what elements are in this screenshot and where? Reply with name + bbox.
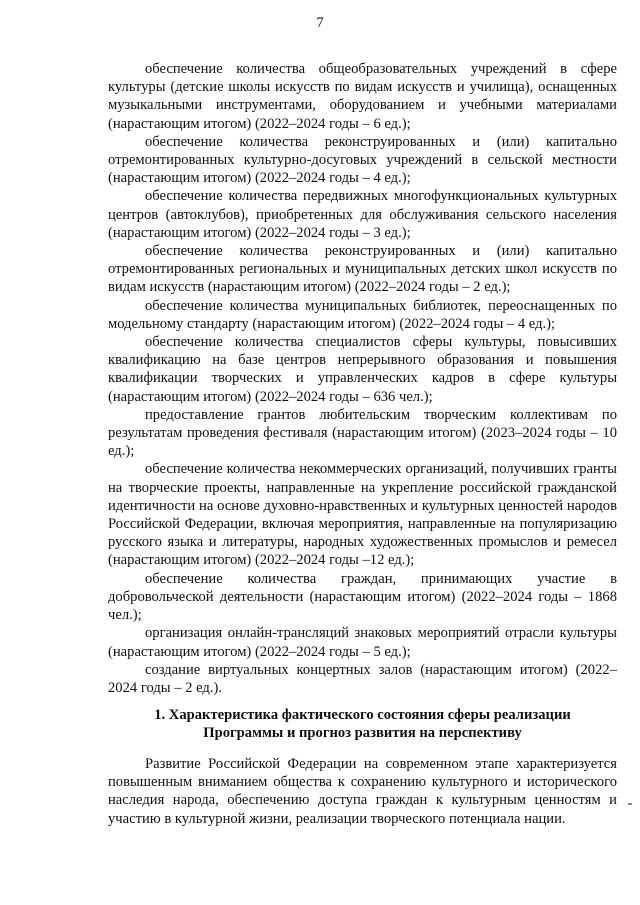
page-number: 7	[316, 15, 324, 31]
list-item: обеспечение количества граждан, принимающих участие в добровольческой деятельности (нарастающим итогом) (2022–2024 годы – 1868 чел.);	[108, 570, 617, 624]
section-heading-line-2: Программы и прогноз развития на перспективу	[203, 725, 522, 741]
list-item: обеспечение количества муниципальных библиотек, переоснащенных по модельному стандарту (нарастающим итогом) (2022–2024 годы – 4 ед.);	[108, 297, 617, 332]
list-item: обеспечение количества некоммерческих организаций, получивших гранты на творческие проекты, направленные на укрепление российской гражданской идентичности на основе духовно-нравственных и культурных ценностей народов Российской Федерации, включая мероприятия, направленные на популяризацию русского языка и литературы, народных художественных промыслов и ремесел (нарастающим итогом) (2022–2024 годы –12 ед.);	[108, 461, 617, 569]
section-paragraph: Развитие Российской Федерации на современном этапе характеризуется повышенным вниманием общества к сохранению культурного и исторического наследия народа, обеспечению доступа граждан к культурным ценностям и участию в культурной жизни, реализации творческого потенциала нации.	[108, 756, 617, 827]
list-item: создание виртуальных концертных залов (нарастающим итогом) (2022–2024 годы – 2 ед.).	[108, 661, 617, 696]
margin-mark	[628, 803, 632, 805]
section-heading-line-1: 1. Характеристика фактического состояния сферы реализации	[154, 707, 571, 723]
list-item: обеспечение количества специалистов сферы культуры, повысивших квалификацию на базе центров непрерывного образования и повышения квалификации творческих и управленческих кадров в сфере культуры (нарастающим итогом) (2022–2024 годы – 636 чел.);	[108, 334, 617, 405]
indicator-list	[108, 60, 617, 697]
list-item: обеспечение количества реконструированных и (или) капитально отремонтированных культурно-досуговых учреждений в сельской местности (нарастающим итогом) (2022–2024 годы – 4 ед.);	[108, 133, 617, 187]
list-item: организация онлайн-трансляций знаковых мероприятий отрасли культуры (нарастающим итогом) (2022–2024 годы – 5 ед.);	[108, 625, 617, 660]
list-item: обеспечение количества общеобразовательных учреждений в сфере культуры (детские школы искусств по видам искусств и училища), оснащенных музыкальными инструментами, оборудованием и учебными материалами (нарастающим итогом) (2022–2024 годы – 6 ед.);	[108, 61, 617, 132]
section-heading	[108, 706, 617, 742]
list-item: предоставление грантов любительским творческим коллективам по результатам проведения фестиваля (нарастающим итогом) (2023–2024 годы – 10 ед.);	[108, 406, 617, 460]
section-body	[108, 755, 617, 828]
list-item: обеспечение количества реконструированных и (или) капитально отремонтированных региональных и муниципальных детских школ искусств по видам искусств (нарастающим итогом) (2022–2024 годы – 2 ед.);	[108, 243, 617, 296]
list-item: обеспечение количества передвижных многофункциональных культурных центров (автоклубов), приобретенных для обслуживания сельского населения (нарастающим итогом) (2022–2024 годы – 3 ед.);	[108, 188, 617, 241]
